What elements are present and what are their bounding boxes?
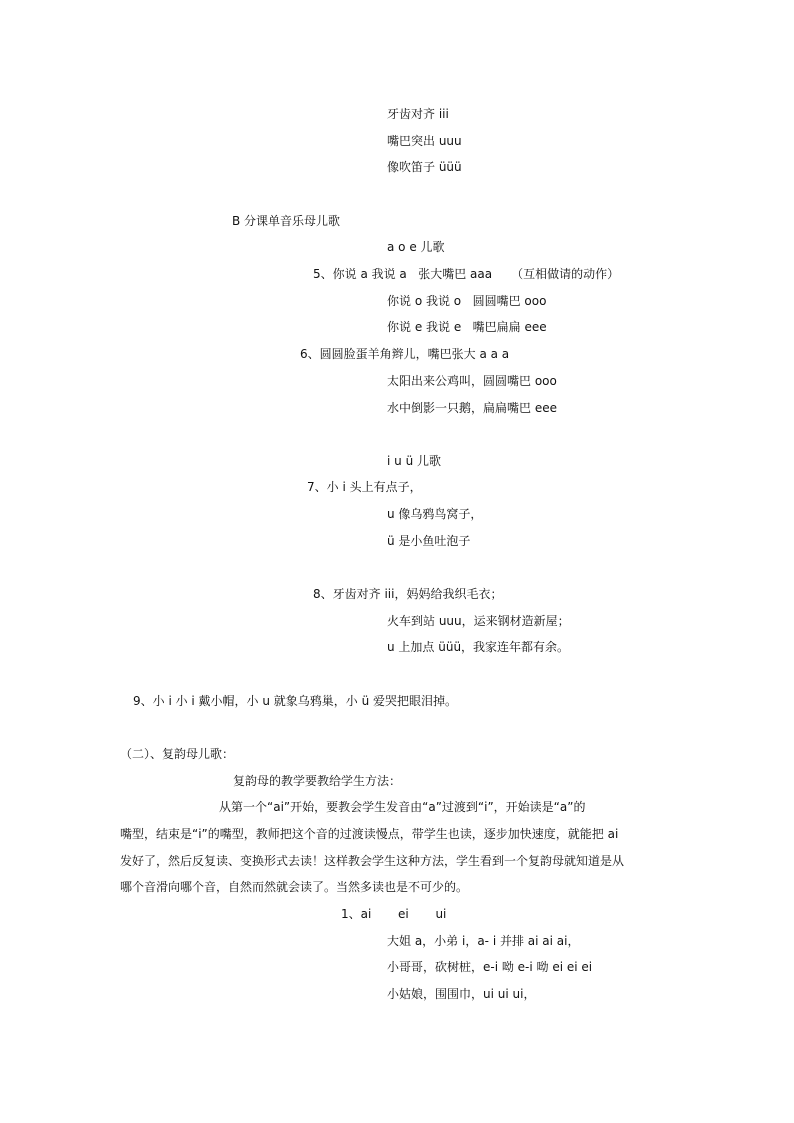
song-item-7: 7、小 i 头上有点子， xyxy=(307,480,422,494)
song-item-5: 5、你说 a 我说 a 张大嘴巴 aaa （互相做请的动作） xyxy=(313,267,620,281)
rhyme-line-teeth-iii: 牙齿对齐 iii xyxy=(387,107,449,121)
method-intro: 复韵母的教学要教给学生方法： xyxy=(233,774,402,788)
song-line: u 像乌鸦鸟窝子， xyxy=(387,507,483,521)
section-heading-2: （二）、复韵母儿歌： xyxy=(120,747,235,761)
song-item-9: 9、小 i 小 i 戴小帽，小 u 就象乌鸦巢，小 ü 爱哭把眼泪掉。 xyxy=(133,694,458,708)
song-line: 太阳出来公鸡叫，圆圆嘴巴 ooo xyxy=(387,374,557,388)
paragraph-line: 从第一个“ai”开始，要教会学生发音由“a”过渡到“i”，开始读是“a”的 xyxy=(219,800,586,814)
song-line: 大姐 a，小弟 i，a- i 并排 ai ai ai， xyxy=(387,934,580,948)
song-line: ü 是小鱼吐泡子 xyxy=(387,534,471,548)
song-line: 小哥哥，砍树桩，e-i 呦 e-i 呦 ei ei ei xyxy=(387,960,593,974)
song-line: u 上加点 üüü，我家连年都有余。 xyxy=(387,640,570,654)
song-title-iuv: i u ü 儿歌 xyxy=(387,454,441,468)
rhyme-line-flute-vvv: 像吹笛子 üüü xyxy=(387,160,462,174)
paragraph-line: 哪个音滑向哪个音，自然而然就会读了。当然多读也是不可少的。 xyxy=(120,880,469,894)
song-line: 小姑娘，围围巾，ui ui ui， xyxy=(387,987,536,1001)
song-line: 水中倒影一只鹅，扁扁嘴巴 eee xyxy=(387,401,557,415)
rhyme-line-mouth-uuu: 嘴巴突出 uuu xyxy=(387,134,462,148)
section-heading-b: B 分课单音乐母儿歌 xyxy=(232,214,341,228)
song-line: 你说 o 我说 o 圆圆嘴巴 ooo xyxy=(387,294,547,308)
song-title-aoe: a o e 儿歌 xyxy=(387,240,445,254)
song-line: 你说 e 我说 e 嘴巴扁扁 eee xyxy=(387,320,547,334)
song-line: 火车到站 uuu，运来钢材造新屋； xyxy=(387,614,570,628)
song-item-6: 6、圆圆脸蛋羊角辫儿，嘴巴张大 a a a xyxy=(300,347,510,361)
song-item-1-header: 1、ai ei ui xyxy=(341,907,447,921)
paragraph-line: 嘴型，结束是“i”的嘴型，教师把这个音的过渡读慢点，带学生也读，逐步加快速度，就能把 ai xyxy=(120,827,619,841)
song-item-8: 8、牙齿对齐 iii，妈妈给我织毛衣； xyxy=(313,587,503,601)
paragraph-line: 发好了，然后反复读、变换形式去读！这样教会学生这种方法，学生看到一个复韵母就知道是从 xyxy=(120,854,625,868)
